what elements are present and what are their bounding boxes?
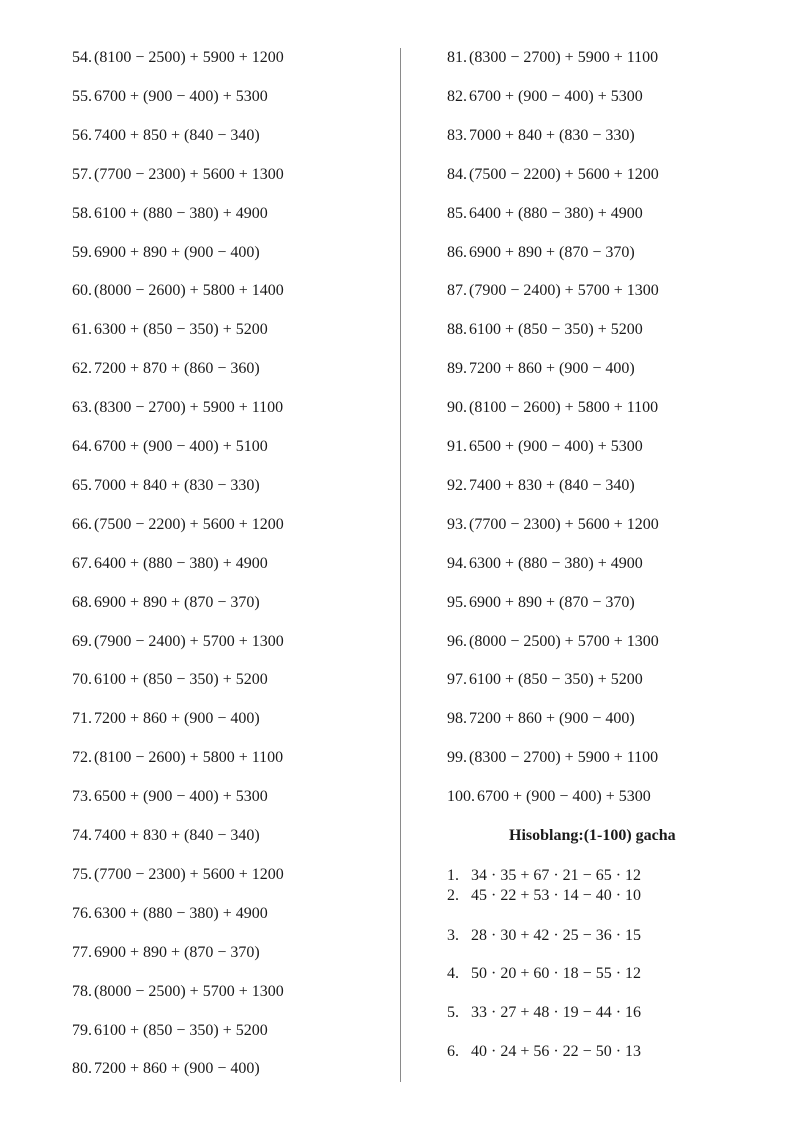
exercise-number: 61. (72, 321, 92, 339)
exercise-expression: (8300 − 2700) + 5900 + 1100 (469, 749, 659, 767)
exercise-expression: (7700 − 2300) + 5600 + 1200 (94, 865, 284, 883)
exercise-number: 84. (447, 165, 467, 183)
exercise-item (72, 1059, 260, 1079)
bonus-exercise-item (447, 1003, 641, 1023)
exercise-item (72, 398, 283, 418)
exercise-item (72, 48, 284, 68)
exercise-number: 55. (72, 87, 92, 105)
exercise-item (447, 359, 635, 379)
exercise-item (447, 476, 635, 496)
exercise-number: 94. (447, 554, 467, 572)
exercise-expression: 6500 + (900 − 400) + 5300 (94, 788, 268, 806)
exercise-expression: (7900 − 2400) + 5700 + 1300 (469, 282, 659, 300)
exercise-number: 63. (72, 399, 92, 417)
exercise-number: 86. (447, 243, 467, 261)
exercise-expression: (7500 − 2200) + 5600 + 1200 (469, 165, 659, 183)
exercise-number: 77. (72, 943, 92, 961)
exercise-expression: 7200 + 860 + (900 − 400) (94, 1060, 260, 1078)
exercise-expression: 7000 + 840 + (830 − 330) (94, 476, 260, 494)
exercise-number: 78. (72, 982, 92, 1000)
exercise-expression: 6700 + (900 − 400) + 5100 (94, 438, 268, 455)
exercise-expression: 6100 + (850 − 350) + 5200 (94, 1021, 268, 1039)
exercise-number: 69. (72, 632, 92, 650)
exercise-item (72, 865, 284, 885)
exercise-expression: 7000 + 840 + (830 − 330) (469, 126, 635, 144)
exercise-number: 89. (447, 360, 467, 378)
exercise-item (72, 709, 260, 729)
exercise-number: 58. (72, 204, 92, 222)
exercise-number: 83. (447, 126, 467, 144)
exercise-number: 73. (72, 788, 92, 806)
exercise-number: 65. (72, 476, 92, 494)
exercise-number: 79. (72, 1021, 92, 1039)
exercise-number: 56. (72, 126, 92, 144)
exercise-number: 80. (72, 1060, 92, 1078)
exercise-expression: 6900 + 890 + (870 − 370) (469, 243, 635, 261)
exercise-item (447, 787, 651, 807)
exercise-expression: 6100 + (850 − 350) + 5200 (469, 321, 643, 339)
exercise-number: 87. (447, 282, 467, 300)
exercise-expression: (8100 − 2500) + 5900 + 1200 (94, 49, 284, 66)
exercise-expression: 6100 + (880 − 380) + 4900 (94, 204, 268, 222)
exercise-expression: (8000 − 2600) + 5800 + 1400 (94, 282, 284, 300)
exercise-item (447, 515, 659, 535)
exercise-number: 95. (447, 593, 467, 611)
exercise-item (72, 437, 268, 457)
bonus-exercise-expression: 50 · 20 + 60 · 18 − 55 · 12 (471, 965, 642, 982)
exercise-number: 81. (447, 49, 467, 66)
exercise-number: 88. (447, 321, 467, 339)
exercise-number: 57. (72, 165, 92, 183)
exercise-item (72, 87, 268, 107)
bonus-exercise-expression: 45 · 22 + 53 · 14 − 40 · 10 (471, 887, 642, 904)
exercise-item (447, 243, 635, 263)
exercise-number: 99. (447, 749, 467, 767)
exercise-item (447, 281, 659, 301)
bonus-exercise-item (447, 866, 641, 886)
bonus-exercise-number: 3. (447, 927, 459, 944)
exercise-number: 59. (72, 243, 92, 261)
exercise-item (72, 593, 260, 613)
bonus-exercise-expression: 33 · 27 + 48 · 19 − 44 · 16 (471, 1004, 642, 1021)
exercise-number: 91. (447, 438, 467, 455)
exercise-expression: (8300 − 2700) + 5900 + 1100 (94, 399, 284, 417)
bonus-exercise-number: 5. (447, 1004, 459, 1021)
exercise-number: 75. (72, 865, 92, 883)
bonus-exercise-expression: 28 · 30 + 42 · 25 − 36 · 15 (471, 927, 642, 944)
bonus-exercise-expression: 34 · 35 + 67 · 21 − 65 · 12 (471, 867, 642, 884)
exercise-number: 67. (72, 554, 92, 572)
exercise-number: 64. (72, 438, 92, 455)
exercise-item (72, 476, 260, 496)
exercise-expression: (8100 − 2600) + 5800 + 1100 (469, 399, 659, 417)
exercise-item (72, 748, 283, 768)
exercise-expression: 6100 + (850 − 350) + 5200 (94, 671, 268, 689)
exercise-expression: 6700 + (900 − 400) + 5300 (94, 87, 268, 105)
exercise-item (447, 593, 635, 613)
exercise-expression: 7400 + 850 + (840 − 340) (94, 126, 260, 144)
exercise-item (72, 904, 268, 924)
exercise-item (447, 165, 659, 185)
exercise-item (72, 204, 268, 224)
bonus-exercise-number: 1. (447, 867, 459, 884)
exercise-number: 60. (72, 282, 92, 300)
exercise-expression: 6900 + 890 + (870 − 370) (94, 593, 260, 611)
exercise-number: 76. (72, 904, 92, 922)
section-heading: Hisoblang:(1-100) gacha (509, 827, 676, 844)
exercise-item (72, 826, 260, 846)
exercise-item (72, 126, 260, 146)
exercise-number: 72. (72, 749, 92, 767)
exercise-expression: 6700 + (900 − 400) + 5300 (477, 788, 651, 806)
exercise-item (72, 1021, 268, 1041)
exercise-expression: 6100 + (850 − 350) + 5200 (469, 671, 643, 689)
exercise-item (447, 748, 658, 768)
exercise-expression: 7200 + 860 + (900 − 400) (469, 360, 635, 378)
exercise-number: 70. (72, 671, 92, 689)
exercise-expression: 6700 + (900 − 400) + 5300 (469, 87, 643, 105)
exercise-item (447, 554, 643, 574)
exercise-item (447, 126, 635, 146)
bonus-exercise-number: 4. (447, 965, 459, 982)
exercise-expression: 7400 + 830 + (840 − 340) (94, 827, 260, 844)
exercise-number: 82. (447, 87, 467, 105)
exercise-number: 90. (447, 399, 467, 417)
exercise-number: 93. (447, 515, 467, 533)
exercise-expression: 6400 + (880 − 380) + 4900 (94, 554, 268, 572)
column-divider (400, 48, 401, 1082)
exercise-number: 66. (72, 515, 92, 533)
exercise-number: 92. (447, 476, 467, 494)
exercise-number: 97. (447, 671, 467, 689)
exercise-item (447, 320, 643, 340)
exercise-expression: (7700 − 2300) + 5600 + 1200 (469, 515, 659, 533)
exercise-number: 85. (447, 204, 467, 222)
exercise-expression: 6300 + (850 − 350) + 5200 (94, 321, 268, 339)
exercise-item (447, 48, 658, 68)
exercise-number: 98. (447, 710, 467, 728)
exercise-expression: 6300 + (880 − 380) + 4900 (469, 554, 643, 572)
exercise-item (72, 632, 284, 652)
exercise-expression: 7400 + 830 + (840 − 340) (469, 476, 635, 494)
exercise-item (72, 320, 268, 340)
exercise-item (72, 359, 260, 379)
bonus-exercise-item (447, 886, 641, 906)
exercise-expression: 6900 + 890 + (870 − 370) (469, 593, 635, 611)
exercise-item (72, 281, 284, 301)
exercise-number: 68. (72, 593, 92, 611)
exercise-expression: (7700 − 2300) + 5600 + 1300 (94, 165, 284, 183)
bonus-exercise-expression: 40 · 24 + 56 · 22 − 50 · 13 (471, 1043, 642, 1060)
exercise-expression: 6900 + 890 + (900 − 400) (94, 243, 260, 261)
exercise-item (72, 943, 260, 963)
exercise-item (72, 165, 284, 185)
exercise-expression: 6400 + (880 − 380) + 4900 (469, 204, 643, 222)
exercise-number: 96. (447, 632, 467, 650)
exercise-expression: (7500 − 2200) + 5600 + 1200 (94, 515, 284, 533)
exercise-item (447, 709, 635, 729)
exercise-item (72, 787, 268, 807)
exercise-expression: (8000 − 2500) + 5700 + 1300 (94, 982, 284, 1000)
exercise-item (72, 982, 284, 1002)
bonus-exercise-item (447, 964, 641, 984)
exercise-expression: 7200 + 860 + (900 − 400) (469, 710, 635, 728)
exercise-expression: 6900 + 890 + (870 − 370) (94, 943, 260, 961)
exercise-expression: 7200 + 860 + (900 − 400) (94, 710, 260, 728)
exercise-number: 62. (72, 360, 92, 378)
exercise-number: 74. (72, 827, 92, 844)
exercise-item (72, 515, 284, 535)
exercise-expression: (8300 − 2700) + 5900 + 1100 (469, 49, 659, 66)
exercise-expression: 6300 + (880 − 380) + 4900 (94, 904, 268, 922)
exercise-expression: 7200 + 870 + (860 − 360) (94, 360, 260, 378)
exercise-number: 54. (72, 49, 92, 66)
exercise-item (72, 670, 268, 690)
exercise-item (72, 243, 260, 263)
exercise-item (447, 87, 643, 107)
exercise-item (447, 204, 643, 224)
bonus-exercise-item (447, 1042, 641, 1062)
exercise-expression: (8100 − 2600) + 5800 + 1100 (94, 749, 284, 767)
exercise-item (447, 670, 643, 690)
exercise-item (447, 398, 658, 418)
bonus-exercise-number: 6. (447, 1043, 459, 1060)
bonus-exercise-item (447, 926, 641, 946)
exercise-expression: 6500 + (900 − 400) + 5300 (469, 438, 643, 455)
exercise-expression: (8000 − 2500) + 5700 + 1300 (469, 632, 659, 650)
exercise-number: 71. (72, 710, 92, 728)
exercise-expression: (7900 − 2400) + 5700 + 1300 (94, 632, 284, 650)
exercise-item (447, 632, 659, 652)
exercise-item (72, 554, 268, 574)
exercise-number: 100. (447, 788, 475, 806)
bonus-exercise-number: 2. (447, 887, 459, 904)
exercise-item (447, 437, 643, 457)
